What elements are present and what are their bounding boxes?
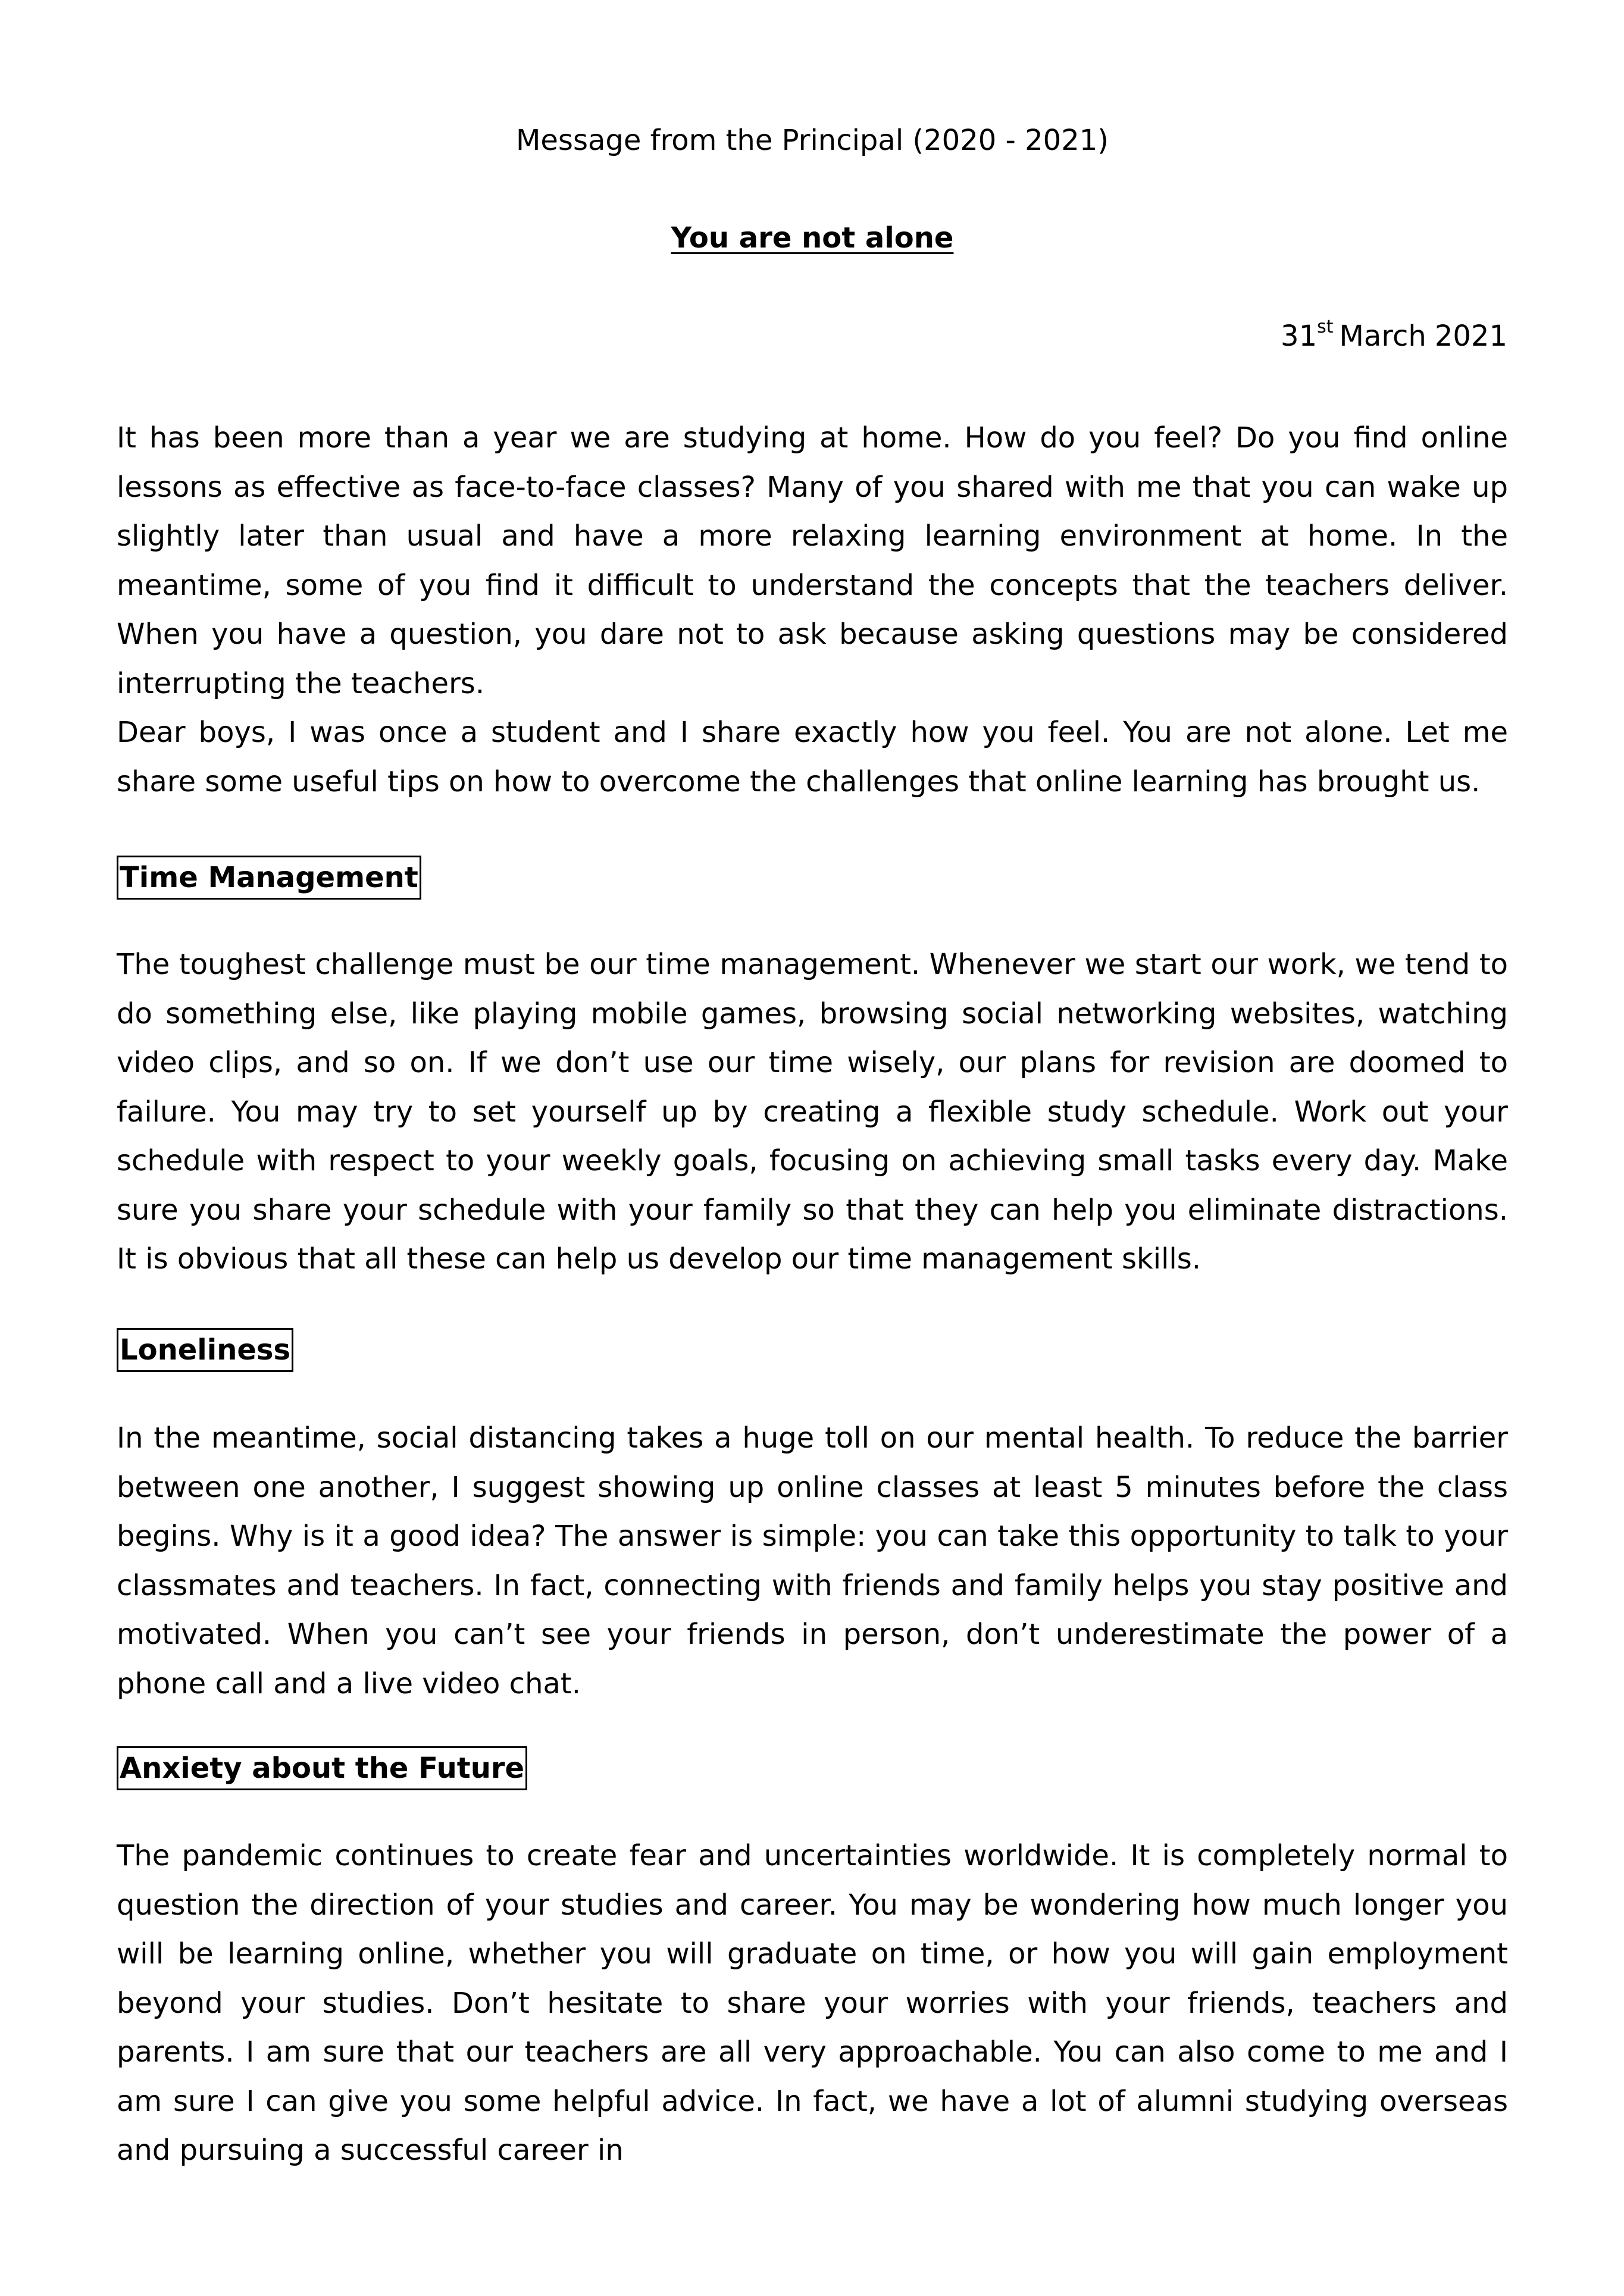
date-suffix: st: [1317, 317, 1334, 337]
section-paragraph: The toughest challenge must be our time management. Whenever we start our work, we tend to do something else, like playing mobile games, browsing social networking websites, watching video clips, and so on. If we don’t use our time wisely, our plans for revision are doomed to failure. You may try to set yourself up by creating a flexible study schedule. Work out your schedule with respect to your weekly goals, focusing on achieving small tasks every day. Make sure you share your schedule with your family so that they can help you eliminate distractions. It is obvious that all these can help us develop our time management skills.: [117, 948, 1508, 1276]
section-heading: Loneliness: [117, 1328, 293, 1372]
document-date: [1281, 318, 1507, 354]
intro-paragraph: Dear boys, I was once a student and I share exactly how you feel. You are not alone. Let me share some useful tips on how to overcome the challenges that online learning has brought us.: [117, 716, 1508, 798]
date-month: March: [1339, 320, 1426, 353]
section-paragraph: In the meantime, social distancing takes a huge toll on our mental health. To reduce the barrier between one another, I suggest showing up online classes at least 5 minutes before the class begins. Why is it a good idea? The answer is simple: you can take this opportunity to talk to your classmates and teachers. In fact, connecting with friends and family helps you stay positive and motivated. When you can’t see your friends in person, don’t underestimate the power of a phone call and a live video chat.: [117, 1421, 1508, 1700]
document-subtitle: You are not alone: [671, 221, 954, 255]
intro-paragraph: It has been more than a year we are studying at home. How do you feel? Do you find online lessons as effective as face-to-face classes? Many of you shared with me that you can wake up slightly later than usual and have a more relaxing learning environment at home. In the meantime, some of you find it difficult to understand the concepts that the teachers deliver. When you have a question, you dare not to ask because asking questions may be considered interrupting the teachers.: [117, 421, 1508, 700]
document-title: Message from the Principal (2020 - 2021): [515, 124, 1109, 157]
section-heading: Time Management: [117, 856, 421, 900]
date-year: 2021: [1434, 320, 1507, 353]
section-paragraph: The pandemic continues to create fear and uncertainties worldwide. It is completely normal to question the direction of your studies and career. You may be wondering how much longer you will be learning online, whether you will graduate on time, or how you will gain employment beyond your studies. Don’t hesitate to share your worries with your friends, teachers and parents. I am sure that our teachers are all very approachable. You can also come to me and I am sure I can give you some helpful advice. In fact, we have a lot of alumni studying overseas and pursuing a successful career in: [117, 1839, 1508, 2167]
date-day: 31: [1281, 320, 1318, 353]
section-heading: Anxiety about the Future: [117, 1746, 527, 1790]
